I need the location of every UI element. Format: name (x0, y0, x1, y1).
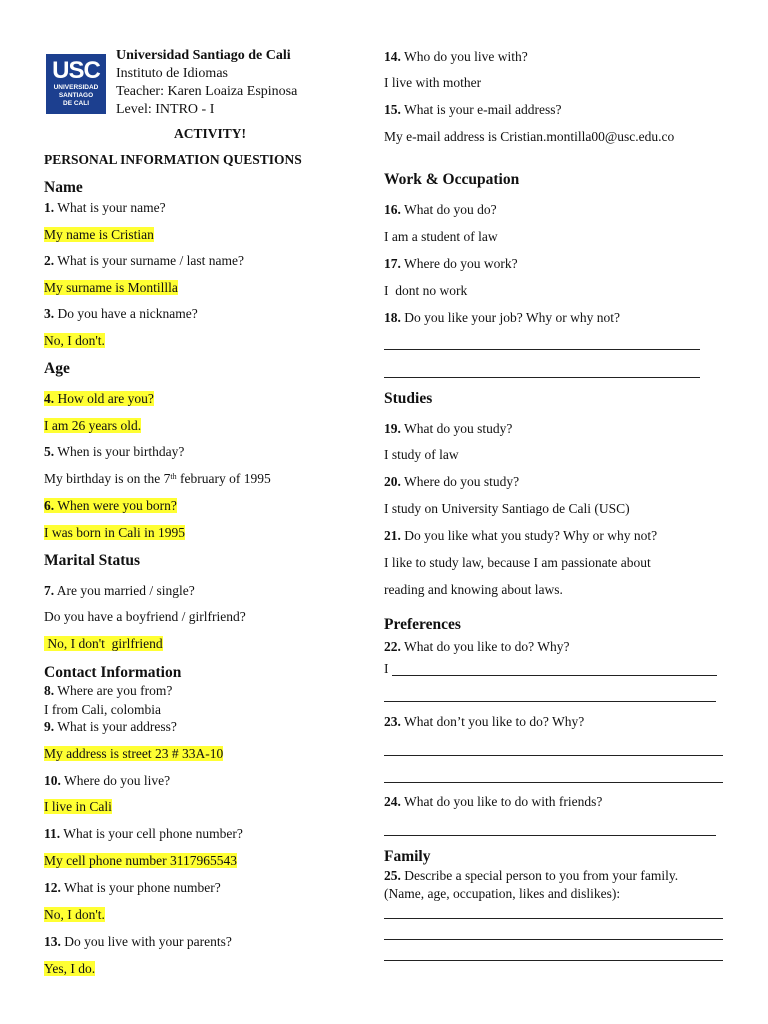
q-text: Where do you work? (400, 256, 518, 271)
answer-14: I live with mother (384, 75, 482, 90)
question-10 (44, 772, 170, 789)
section-contact: Contact Information (44, 664, 182, 681)
q-text: Who do you live with? (400, 49, 528, 64)
section-age: Age (44, 360, 70, 377)
q-text: Where do you live? (60, 773, 171, 788)
q-text: Do you like what you study? Why or why not? (400, 528, 658, 543)
answer-4 (44, 417, 141, 434)
question-5 (44, 443, 184, 460)
answer-line (384, 835, 716, 836)
q-number: 23. (384, 714, 401, 729)
level-label: Level: INTRO - I (116, 102, 215, 117)
q-text: What is your cell phone number? (60, 826, 243, 841)
logo-sub-3: DE CALI (63, 100, 89, 107)
question-20 (384, 473, 519, 490)
question-23 (384, 713, 584, 730)
q-number: 4. (44, 391, 55, 406)
section-marital: Marital Status (44, 552, 141, 569)
q-number: 19. (384, 421, 401, 436)
answer-19: I study of law (384, 447, 459, 462)
answer-text: No, I don't. (44, 333, 105, 348)
answer-line (384, 377, 700, 378)
answer-11 (44, 852, 237, 869)
answer-line (384, 782, 723, 783)
answer-text: I was born in Cali in 1995 (44, 525, 185, 540)
question-25b: (Name, age, occupation, likes and dislikes): (384, 886, 621, 901)
question-2 (44, 252, 244, 269)
answer-1 (44, 226, 154, 243)
q-text: Do you have a nickname? (54, 306, 198, 321)
q-number: 25. (384, 868, 401, 883)
answer-text: I live in Cali (44, 799, 112, 814)
question-4 (44, 390, 154, 407)
q-number: 14. (384, 49, 401, 64)
q-text: What do you like to do? Why? (400, 639, 570, 654)
university-name: Universidad Santiago de Cali (116, 48, 291, 63)
q-text: What is your e-mail address? (400, 102, 562, 117)
section-family: Family (384, 848, 431, 865)
q-text: What is your name? (54, 200, 166, 215)
q-number: 7. (44, 583, 55, 598)
answer-text: Yes, I do. (44, 961, 96, 976)
answer-line (384, 918, 723, 919)
question-13 (44, 933, 232, 950)
answer-12 (44, 906, 105, 923)
answer-line (384, 755, 723, 756)
answer-text: My address is street 23 # 33A-10 (44, 746, 224, 761)
section-studies: Studies (384, 390, 433, 407)
q-number: 3. (44, 306, 55, 321)
question-9 (44, 718, 177, 735)
answer-21a: I like to study law, because I am passionate about (384, 555, 651, 570)
q-number: 11. (44, 826, 61, 841)
answer-sup: th (170, 472, 177, 481)
answer-line (384, 939, 723, 940)
q-number: 6. (44, 498, 55, 513)
section-work: Work & Occupation (384, 171, 520, 188)
question-1 (44, 199, 166, 216)
question-3 (44, 305, 198, 322)
q-text: What do you study? (400, 421, 513, 436)
answer-text-pre: My birthday is on the 7 (44, 471, 171, 486)
answer-text: My surname is Montillla (44, 280, 178, 295)
q-text: Where do you study? (400, 474, 520, 489)
question-16 (384, 201, 497, 218)
q-number: 21. (384, 528, 401, 543)
answer-7 (44, 635, 163, 652)
question-6 (44, 497, 177, 514)
page-subtitle: PERSONAL INFORMATION QUESTIONS (44, 152, 302, 167)
q-number: 17. (384, 256, 401, 271)
q-number: 2. (44, 253, 55, 268)
answer-text: My cell phone number 3117965543 (44, 853, 237, 868)
answer-17: I dont no work (384, 283, 468, 298)
question-17 (384, 255, 518, 272)
answer-5 (44, 470, 271, 487)
q-number: 18. (384, 310, 401, 325)
answer-line (384, 349, 700, 350)
q-number: 12. (44, 880, 61, 895)
q-number: 13. (44, 934, 61, 949)
answer-21b: reading and knowing about laws. (384, 582, 563, 597)
answer-text: No, I don't. (44, 907, 105, 922)
answer-text: No, I don't girlfriend (44, 636, 163, 651)
answer-15: My e-mail address is Cristian.montilla00@usc.edu.co (384, 129, 675, 144)
question-11 (44, 825, 243, 842)
question-14 (384, 48, 528, 65)
q-number: 10. (44, 773, 61, 788)
logo-sub-2: SANTIAGO (58, 92, 94, 99)
q-text: What don’t you like to do? Why? (400, 714, 585, 729)
q-number: 16. (384, 202, 401, 217)
answer-9 (44, 745, 223, 762)
q-number: 9. (44, 719, 55, 734)
q-number: 20. (384, 474, 401, 489)
question-19 (384, 420, 512, 437)
answer-13 (44, 960, 95, 977)
q-text: What do you do? (400, 202, 497, 217)
section-name: Name (44, 179, 83, 196)
question-7 (44, 582, 195, 599)
question-8 (44, 682, 172, 699)
logo-text: USC (52, 57, 100, 84)
answer-20: I study on University Santiago de Cali (USC) (384, 501, 630, 516)
answer-16: I am a student of law (384, 229, 498, 244)
q-text: Do you live with your parents? (60, 934, 232, 949)
q-text: What is your address? (54, 719, 177, 734)
activity-title: ACTIVITY! (174, 126, 247, 141)
q-text: What is your surname / last name? (54, 253, 244, 268)
logo-sub-1: UNIVERSIDAD (53, 84, 99, 91)
q-text: Where are you from? (54, 683, 173, 698)
answer-text: I am 26 years old. (44, 418, 142, 433)
q-text: When were you born? (54, 498, 177, 513)
q-text: Describe a special person to you from your family. (400, 868, 679, 883)
q-text: Are you married / single? (54, 583, 195, 598)
answer-2 (44, 279, 178, 296)
institute-name: Instituto de Idiomas (116, 66, 228, 81)
q-text: How old are you? (54, 391, 154, 406)
question-24 (384, 793, 602, 810)
answer-line (384, 960, 723, 961)
question-18 (384, 309, 620, 326)
question-12 (44, 879, 221, 896)
teacher-name: Teacher: Karen Loaiza Espinosa (116, 84, 298, 99)
q-text: What is your phone number? (60, 880, 221, 895)
q-number: 15. (384, 102, 401, 117)
section-preferences: Preferences (384, 616, 461, 633)
answer-6 (44, 524, 185, 541)
question-7b: Do you have a boyfriend / girlfriend? (44, 609, 246, 624)
question-15 (384, 101, 561, 118)
usc-logo (46, 54, 106, 114)
answer-line (392, 675, 717, 676)
question-25 (384, 867, 678, 884)
question-22 (384, 638, 569, 655)
q-number: 5. (44, 444, 55, 459)
answer-text-post: february of 1995 (176, 471, 271, 486)
answer-22: I (384, 661, 389, 676)
q-text: Do you like your job? Why or why not? (400, 310, 620, 325)
answer-3 (44, 332, 105, 349)
q-number: 8. (44, 683, 55, 698)
answer-10 (44, 798, 112, 815)
answer-8: I from Cali, colombia (44, 702, 161, 717)
q-number: 22. (384, 639, 401, 654)
q-number: 24. (384, 794, 401, 809)
q-text: When is your birthday? (54, 444, 185, 459)
answer-text: My name is Cristian (44, 227, 154, 242)
q-text: What do you like to do with friends? (400, 794, 603, 809)
answer-line (384, 701, 716, 702)
question-21 (384, 527, 657, 544)
q-number: 1. (44, 200, 55, 215)
